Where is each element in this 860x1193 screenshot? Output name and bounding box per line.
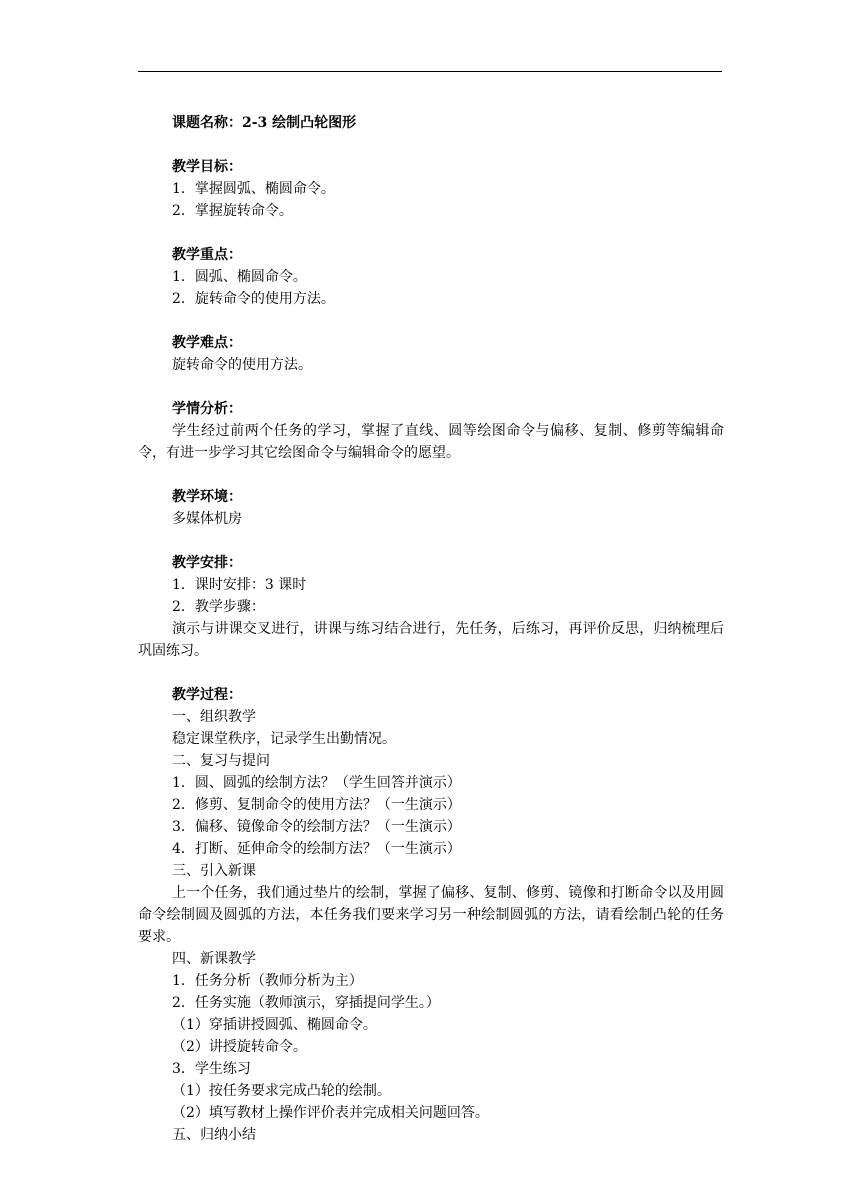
process-heading: 教学过程： <box>172 687 242 703</box>
arrangement-text: 演示与讲课交叉进行，讲课与练习结合进行，先任务，后练习，再评价反思，归纳梳理后巩固练习。 <box>138 621 724 659</box>
review-item: 4．打断、延伸命令的绘制方法？（一生演示） <box>172 841 461 857</box>
section-title: 三、引入新课 <box>172 863 256 879</box>
analysis-text: 学生经过前两个任务的学习，掌握了直线、圆等绘图命令与偏移、复制、修剪等编辑命令，有进一步学习其它绘图命令与编辑命令的愿望。 <box>138 423 724 461</box>
objective-item: 2．掌握旋转命令。 <box>172 203 293 219</box>
difficulties-text: 旋转命令的使用方法。 <box>172 357 312 373</box>
new-lesson-item: 3．学生练习 <box>172 1061 251 1077</box>
section-title: 一、组织教学 <box>172 709 256 725</box>
section-title: 四、新课教学 <box>172 951 256 967</box>
objective-item: 1．掌握圆弧、椭圆命令。 <box>172 181 335 197</box>
key-points-heading: 教学重点： <box>172 247 242 263</box>
arrangement-item: 2．教学步骤： <box>172 599 265 615</box>
arrangement-heading: 教学安排： <box>172 555 242 571</box>
analysis-heading: 学情分析： <box>172 401 242 417</box>
section-title: 二、复习与提问 <box>172 753 270 769</box>
section-text: 上一个任务，我们通过垫片的绘制，掌握了偏移、复制、修剪、镜像和打断命令以及用圆命令绘制圆及圆弧的方法，本任务我们要来学习另一种绘制圆弧的方法，请看绘制凸轮的任务要求。 <box>138 885 724 945</box>
review-item: 1．圆、圆弧的绘制方法？（学生回答并演示） <box>172 775 461 791</box>
new-lesson-item: （2）讲授旋转命令。 <box>172 1039 307 1055</box>
section-title: 五、归纳小结 <box>172 1127 256 1143</box>
new-lesson-item: 2．任务实施（教师演示，穿插提问学生。） <box>172 995 440 1011</box>
review-item: 3．偏移、镜像命令的绘制方法？（一生演示） <box>172 819 461 835</box>
arrangement-item: 1．课时安排：3 课时 <box>172 577 307 593</box>
environment-heading: 教学环境： <box>172 489 242 505</box>
key-point-item: 2．旋转命令的使用方法。 <box>172 291 335 307</box>
objectives-heading: 教学目标： <box>172 159 242 175</box>
lesson-plan-body <box>138 112 724 1146</box>
header-rule <box>138 71 722 72</box>
section-text: 稳定课堂秩序，记录学生出勤情况。 <box>172 731 396 747</box>
new-lesson-item: 1．任务分析（教师分析为主） <box>172 973 363 989</box>
environment-text: 多媒体机房 <box>172 511 242 527</box>
lesson-title: 课题名称：2-3 绘制凸轮图形 <box>172 115 357 131</box>
new-lesson-item: （1）穿插讲授圆弧、椭圆命令。 <box>172 1017 377 1033</box>
review-item: 2．修剪、复制命令的使用方法？（一生演示） <box>172 797 461 813</box>
difficulties-heading: 教学难点： <box>172 335 242 351</box>
key-point-item: 1．圆弧、椭圆命令。 <box>172 269 307 285</box>
new-lesson-item: （1）按任务要求完成凸轮的绘制。 <box>172 1083 391 1099</box>
new-lesson-item: （2）填写教材上操作评价表并完成相关问题回答。 <box>172 1105 489 1121</box>
